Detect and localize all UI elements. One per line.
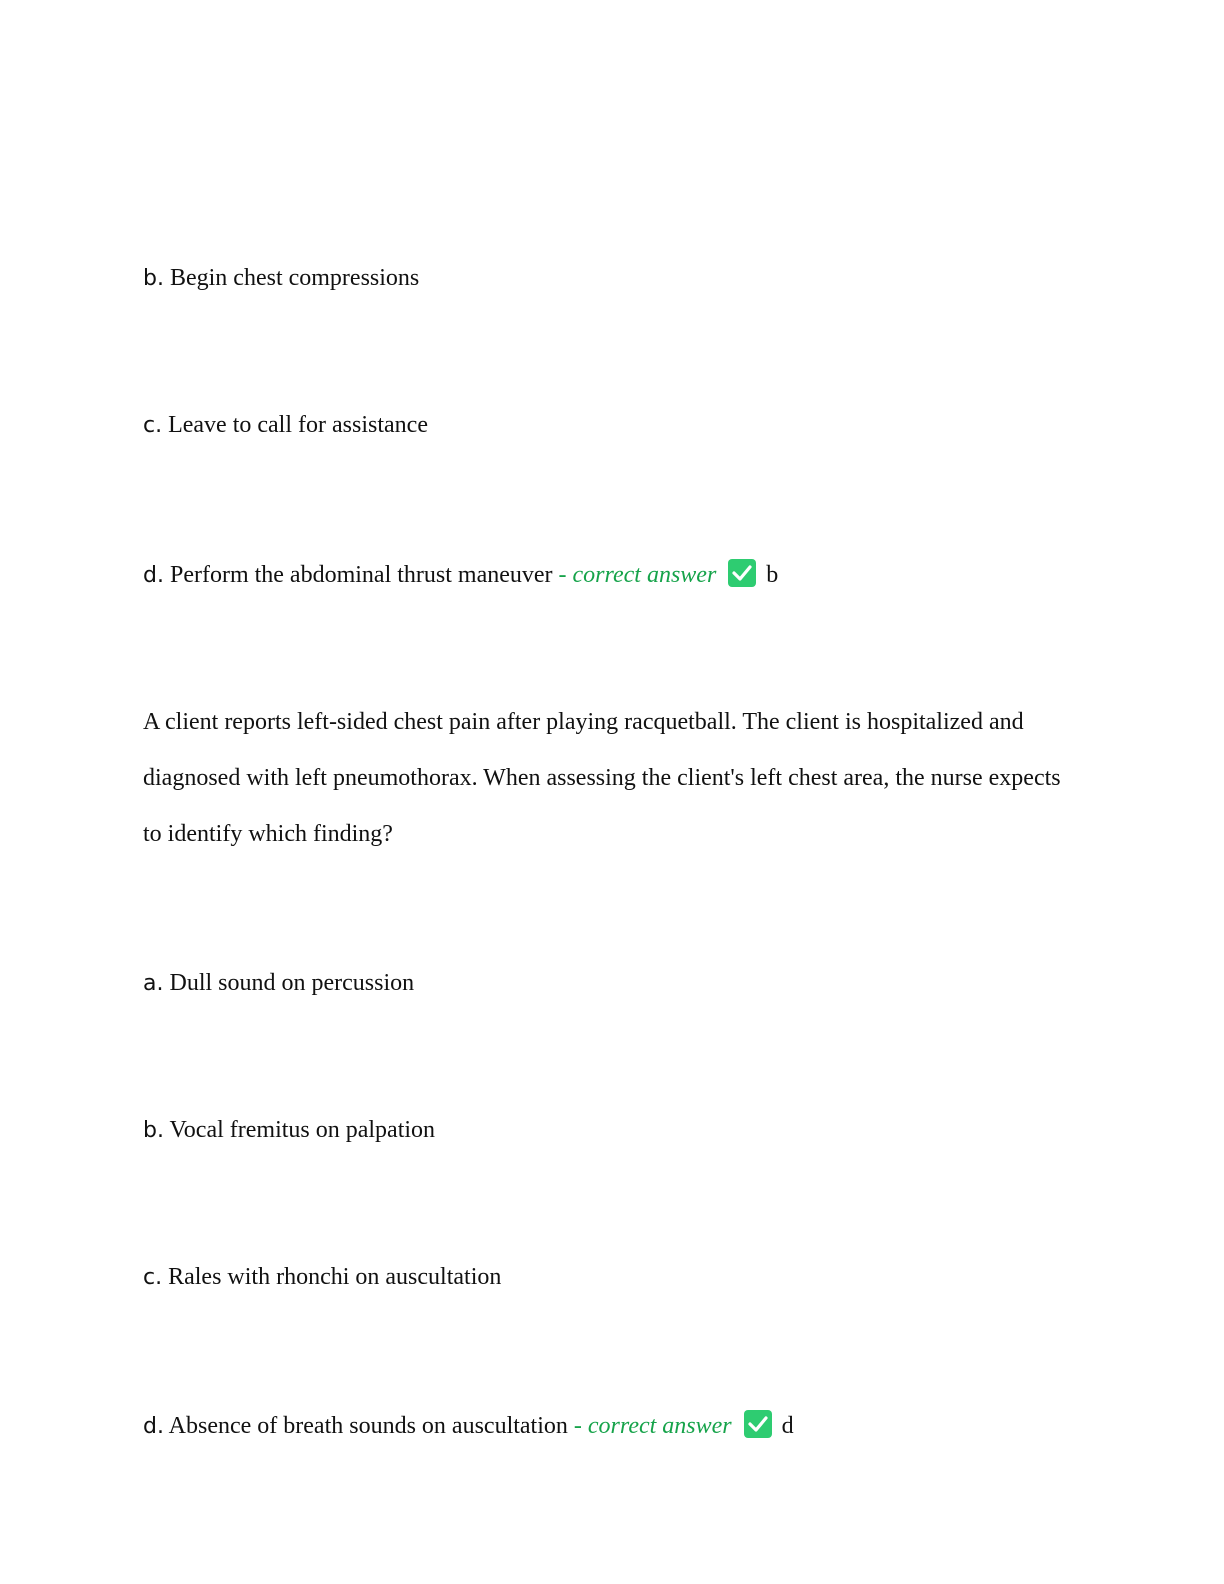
- separator: -: [558, 562, 567, 588]
- correct-answer-label: correct answer: [572, 562, 717, 588]
- option-letter: b.: [143, 266, 164, 291]
- option-text: Begin chest compressions: [169, 265, 420, 291]
- option-c-line: [143, 409, 428, 442]
- check-square-icon: [744, 1410, 772, 1438]
- question-text: A client reports left-sided chest pain after playing racquetball. The client is hospitalized and diagnosed with left pneumothorax. When assessing the client's left chest area, the nurse expects to identify which finding?: [143, 709, 1061, 847]
- option-text: Vocal fremitus on palpation: [169, 1117, 436, 1143]
- check-square-icon: [728, 559, 756, 587]
- option-c-line: [143, 1261, 501, 1294]
- option-letter: c.: [143, 413, 163, 438]
- option-a-line: [143, 967, 414, 1000]
- option-text: Perform the abdominal thrust maneuver: [169, 562, 553, 588]
- option-d-line: [143, 559, 778, 592]
- answer-letter: b: [766, 562, 779, 588]
- option-text: Absence of breath sounds on auscultation: [168, 1413, 568, 1439]
- option-letter: d.: [143, 563, 164, 588]
- separator: -: [573, 1413, 582, 1439]
- option-text: Dull sound on percussion: [169, 970, 415, 996]
- option-letter: c.: [143, 1265, 163, 1290]
- option-d-line: [143, 1410, 794, 1443]
- correct-answer-label: correct answer: [587, 1413, 732, 1439]
- option-text: Rales with rhonchi on auscultation: [168, 1264, 502, 1290]
- option-text: Leave to call for assistance: [168, 412, 428, 438]
- option-letter: b.: [143, 1118, 164, 1143]
- option-letter: d.: [143, 1414, 164, 1439]
- option-b-line: [143, 1114, 435, 1147]
- option-b-line: [143, 262, 419, 295]
- option-letter: a.: [143, 971, 164, 996]
- answer-letter: d: [781, 1413, 794, 1439]
